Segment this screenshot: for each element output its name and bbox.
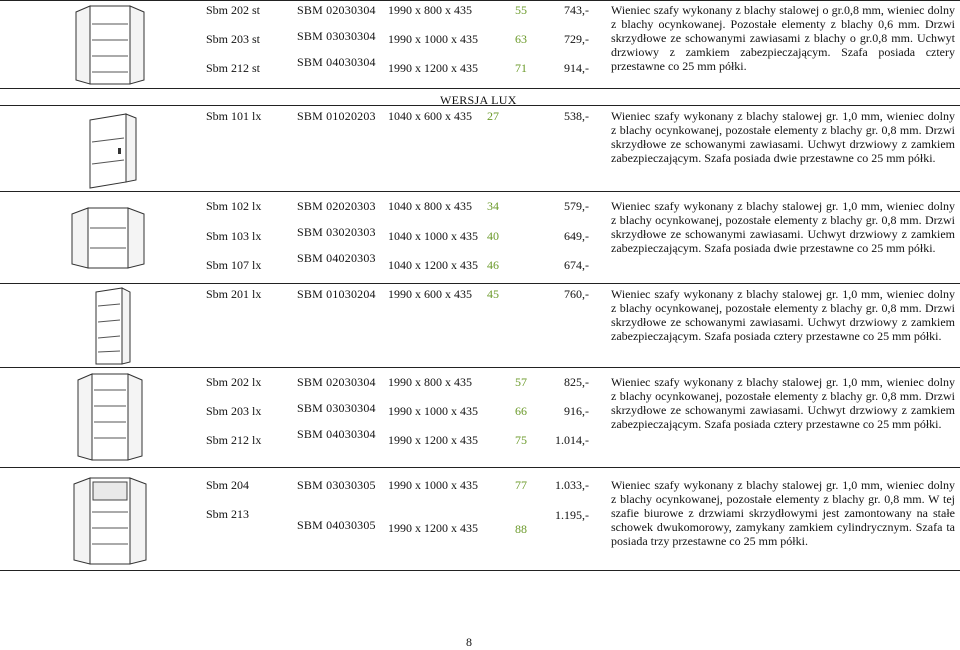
- product-code: SBM 03020303: [297, 225, 376, 239]
- cabinet-tall-open-image: [72, 2, 150, 86]
- product-name: Sbm 204: [206, 478, 250, 492]
- product-price: 579,-: [564, 199, 589, 213]
- product-price: 1.033,-: [555, 478, 589, 492]
- product-name: Sbm 212 st: [206, 61, 261, 75]
- product-name: Sbm 107 lx: [206, 258, 262, 272]
- product-code: SBM 02020303: [297, 199, 376, 213]
- product-weight: 40: [487, 229, 499, 243]
- product-price: 825,-: [564, 375, 589, 389]
- product-name: Sbm 203 lx: [206, 404, 262, 418]
- product-dimensions: 1990 x 800 x 435: [388, 375, 472, 389]
- product-weight: 63: [515, 32, 527, 46]
- rule-6: [0, 570, 960, 571]
- product-price: 649,-: [564, 229, 589, 243]
- product-description: Wieniec szafy wykonany z blachy stalowej gr. 1,0 mm, wieniec dolny z blachy ocynkowanej, pozostałe elementy z blachy gr. 0,8 mm. Drzwi skrzydłowe ze schowanymi zawiasami. Uchwyt drzwiowy z zamkiem zabezpieczającym. Szafa posiada dwie przestawne co 25 mm półki.: [611, 199, 955, 255]
- product-dimensions: 1040 x 800 x 435: [388, 199, 472, 213]
- product-dimensions: 1990 x 1000 x 435: [388, 32, 478, 46]
- cabinet-tall-single-image: [80, 286, 140, 366]
- rule-2: [0, 191, 960, 192]
- product-price: 538,-: [564, 109, 589, 123]
- product-price: 1.195,-: [555, 508, 589, 522]
- product-weight: 88: [515, 522, 527, 536]
- product-code: SBM 03030304: [297, 29, 376, 43]
- product-weight: 34: [487, 199, 499, 213]
- rule-3: [0, 283, 960, 284]
- product-name: Sbm 212 lx: [206, 433, 262, 447]
- product-dimensions: 1990 x 1200 x 435: [388, 61, 478, 75]
- rule-top: [0, 0, 960, 1]
- rule-1: [0, 88, 960, 89]
- product-price: 914,-: [564, 61, 589, 75]
- product-price: 760,-: [564, 287, 589, 301]
- product-dimensions: 1990 x 1200 x 435: [388, 433, 478, 447]
- product-weight: 55: [515, 3, 527, 17]
- product-weight: 71: [515, 61, 527, 75]
- cabinet-low-double-image: [62, 200, 154, 276]
- product-price: 674,-: [564, 258, 589, 272]
- product-description: Wieniec szafy wykonany z blachy stalowej gr. 1,0 mm, wieniec dolny z blachy ocynkowanej, pozostałe elementy z blachy gr. 0,8 mm. Drzwi skrzydłowe ze schowanymi zawiasami. Uchwyt drzwiowy z zamkiem zabezpieczającym. Szafa posiada dwie przestawne co 25 mm półki.: [611, 109, 955, 165]
- product-code: SBM 01030204: [297, 287, 376, 301]
- rule-4: [0, 367, 960, 368]
- product-weight: 66: [515, 404, 527, 418]
- product-dimensions: 1040 x 1000 x 435: [388, 229, 478, 243]
- product-description: Wieniec szafy wykonany z blachy stalowej gr. 1,0 mm, wieniec dolny z blachy ocynkowanej, pozostałe elementy z blachy gr. 0,8 mm. Drzwi skrzydłowe ze schowanymi zawiasami. Uchwyt drzwiowy z zamkiem zabezpieczającym. Szafa posiada cztery przestawne co 25 mm półki.: [611, 375, 955, 431]
- product-code: SBM 04030304: [297, 55, 376, 69]
- product-price: 729,-: [564, 32, 589, 46]
- cabinet-low-single-image: [70, 110, 150, 190]
- product-name: Sbm 202 st: [206, 3, 261, 17]
- product-price: 743,-: [564, 3, 589, 17]
- product-name: Sbm 101 lx: [206, 109, 262, 123]
- product-dimensions: 1990 x 1000 x 435: [388, 478, 478, 492]
- product-code: SBM 04020303: [297, 251, 376, 265]
- product-price: 916,-: [564, 404, 589, 418]
- product-description: Wieniec szafy wykonany z blachy stalowej gr. 1,0 mm, wieniec dolny z blachy ocynkowanej, pozostałe elementy z blachy gr. 0,8 mm. Drzwi skrzydłowe ze schowanymi zawiasami. Uchwyt drzwiowy z zamkiem zabezpieczającym. Szafa posiada cztery przestawne co 25 mm półki.: [611, 287, 955, 343]
- product-code: SBM 03030304: [297, 401, 376, 415]
- product-weight: 27: [487, 109, 499, 123]
- product-code: SBM 01020203: [297, 109, 376, 123]
- product-code: SBM 04030304: [297, 427, 376, 441]
- product-name: Sbm 213: [206, 507, 250, 521]
- product-dimensions: 1990 x 1000 x 435: [388, 404, 478, 418]
- product-description: Wieniec szafy wykonany z blachy stalowej o gr.0,8 mm, wieniec dolny z blachy ocynkowanej. Pozostałe elementy z blachy 0,6 mm. Drzwi skrzydłowe ze schowanymi zawiasami z blachy o gr.0,8 mm. Uchwyt drzwiowy z zamkiem zabezpieczającym. Szafa posiada cztery przestawne co 25 mm półki.: [611, 3, 955, 73]
- product-price: 1.014,-: [555, 433, 589, 447]
- product-name: Sbm 103 lx: [206, 229, 262, 243]
- section-header: WERSJA LUX: [440, 93, 517, 107]
- product-weight: 75: [515, 433, 527, 447]
- product-name: Sbm 203 st: [206, 32, 261, 46]
- product-code: SBM 02030304: [297, 3, 376, 17]
- rule-5: [0, 467, 960, 468]
- page-number: 8: [466, 635, 472, 649]
- product-weight: 46: [487, 258, 499, 272]
- product-dimensions: 1990 x 1200 x 435: [388, 521, 478, 535]
- product-code: SBM 03030305: [297, 478, 376, 492]
- product-weight: 77: [515, 478, 527, 492]
- product-code: SBM 02030304: [297, 375, 376, 389]
- product-code: SBM 04030305: [297, 518, 376, 532]
- product-name: Sbm 102 lx: [206, 199, 262, 213]
- product-dimensions: 1990 x 800 x 435: [388, 3, 472, 17]
- product-description: Wieniec szafy wykonany z blachy stalowej gr. 1,0 mm, wieniec dolny z blachy ocynkowanej, pozostałe elementy z blachy gr. 0,8 mm. W tej szafie biurowe z drzwiami skrzydłowymi jest zamontowany na stałe schowek dwukomorowy, zamykany zamkiem cylindrycznym. Szafa ta posiada trzy przestawne co 25 mm półki.: [611, 478, 955, 548]
- product-dimensions: 1040 x 600 x 435: [388, 109, 472, 123]
- cabinet-tall-double-image: [68, 370, 152, 464]
- cabinet-with-safe-image: [66, 472, 156, 568]
- product-weight: 57: [515, 375, 527, 389]
- product-name: Sbm 202 lx: [206, 375, 262, 389]
- product-weight: 45: [487, 287, 499, 301]
- product-name: Sbm 201 lx: [206, 287, 262, 301]
- product-dimensions: 1990 x 600 x 435: [388, 287, 472, 301]
- product-dimensions: 1040 x 1200 x 435: [388, 258, 478, 272]
